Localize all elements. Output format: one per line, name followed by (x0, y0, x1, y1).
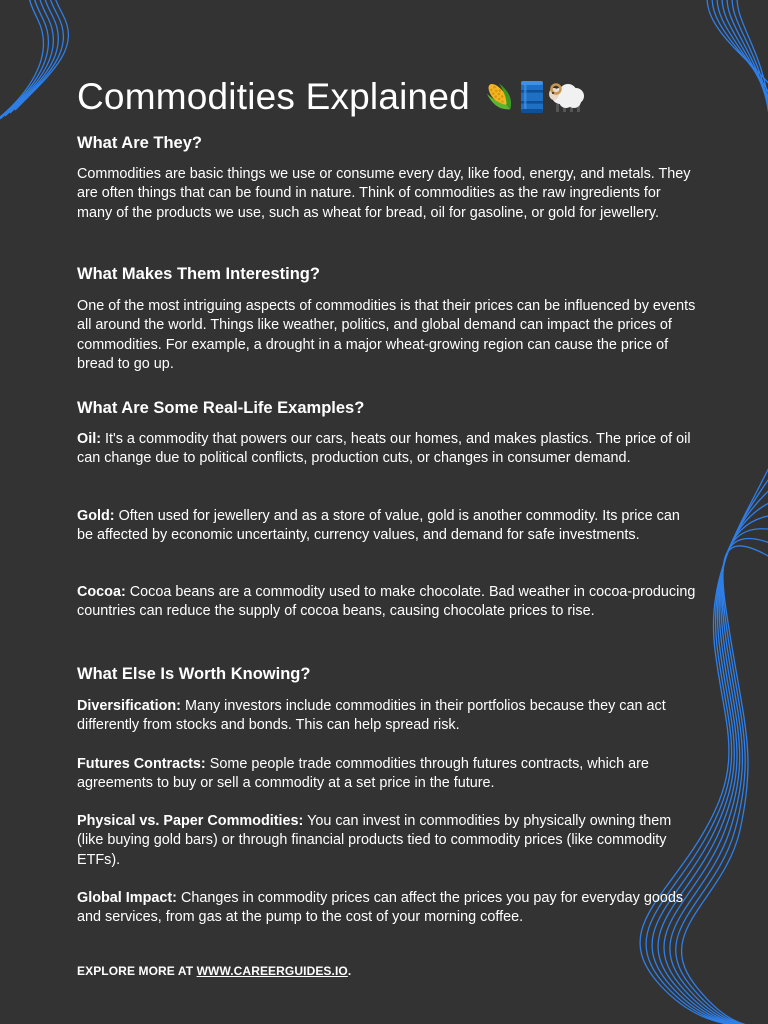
example-text: Cocoa beans are a commodity used to make chocolate. Bad weather in cocoa-producing countries can reduce the supply of cocoa beans, causing chocolate prices to rise. (77, 584, 696, 620)
footer-cta (77, 964, 351, 978)
example-text: Often used for jewellery and as a store of value, gold is another commodity. Its price can be affected by economic uncertainty, currency values, and demand for safe investments. (77, 508, 680, 544)
point-global-impact (77, 889, 697, 928)
wave-line (646, 470, 768, 1024)
wave-line (727, 0, 768, 125)
point-text: Many investors include commodities in their portfolios because they can act differently from stocks and bonds. This can help spread risk. (77, 698, 666, 734)
footer-suffix: . (347, 964, 352, 978)
point-physical-vs-paper (77, 812, 697, 870)
heading-what-are-they: What Are They? (77, 134, 202, 152)
wave-line (717, 0, 768, 105)
point-label: Global Impact: (77, 890, 177, 906)
wave-line (722, 0, 768, 115)
point-futures-contracts (77, 755, 697, 794)
wave-line (707, 0, 768, 85)
point-label: Futures Contracts: (77, 756, 206, 772)
wave-line (737, 0, 768, 145)
example-label: Gold: (77, 508, 115, 524)
wave-line (0, 0, 62, 119)
oil-barrel-icon (518, 80, 546, 114)
example-cocoa (77, 583, 697, 622)
paragraph-what-makes-them-interesting: One of the most intriguing aspects of commodities is that their prices can be influenced by events all around the world. Things like weather, politics, and global demand can impact the prices of commodities. For example, a drought in a major wheat-growing region can cause the price of bread to go up. (77, 298, 696, 372)
point-text: You can invest in commodities by physically owning them (like buying gold bars) or through financial products tied to commodity prices (like commodity ETFs). (77, 813, 672, 868)
example-text: It's a commodity that powers our cars, heats our homes, and makes plastics. The price of oil can change due to political conflicts, production cuts, or changes in consumer demand. (77, 431, 691, 467)
wave-line (15, 0, 77, 110)
paragraph-what-are-they: Commodities are basic things we use or consume every day, like food, energy, and metals. They are often things that can be found in nature. Think of commodities as the raw ingredients for many of the products we use, such as wheat for bread, oil for gasoline, or gold for jewellery. (77, 166, 691, 221)
point-label: Diversification: (77, 698, 181, 714)
point-text: Some people trade commodities through futures contracts, which are agreements to buy or sell a commodity at a set price in the future. (77, 756, 649, 792)
footer-link[interactable]: WWW.CAREERGUIDES.IO (196, 964, 348, 978)
title-icons (482, 80, 588, 114)
wave-line (732, 0, 768, 135)
heading-what-makes-them-interesting: What Makes Them Interesting? (77, 265, 320, 283)
wave-line (712, 0, 768, 95)
corn-icon (482, 80, 518, 114)
document-body (77, 72, 697, 978)
point-diversification (77, 697, 697, 736)
heading-worth-knowing: What Else Is Worth Knowing? (77, 665, 311, 683)
point-text: Changes in commodity prices can affect the prices you pay for everyday goods and services, from gas at the pump to the cost of your morning coffee. (77, 890, 684, 926)
example-oil (77, 430, 697, 469)
footer-prefix: EXPLORE MORE AT (77, 964, 197, 978)
wave-line (0, 0, 57, 122)
wave-line (0, 0, 52, 125)
wave-line (10, 0, 72, 113)
wave-line (5, 0, 67, 116)
ram-icon (546, 80, 588, 114)
example-label: Cocoa: (77, 584, 126, 600)
heading-real-life-examples: What Are Some Real-Life Examples? (77, 399, 365, 417)
example-label: Oil: (77, 431, 101, 447)
page-title (77, 72, 697, 122)
title-text: Commodities Explained (77, 76, 470, 117)
example-gold (77, 507, 697, 546)
point-label: Physical vs. Paper Commodities: (77, 813, 304, 829)
